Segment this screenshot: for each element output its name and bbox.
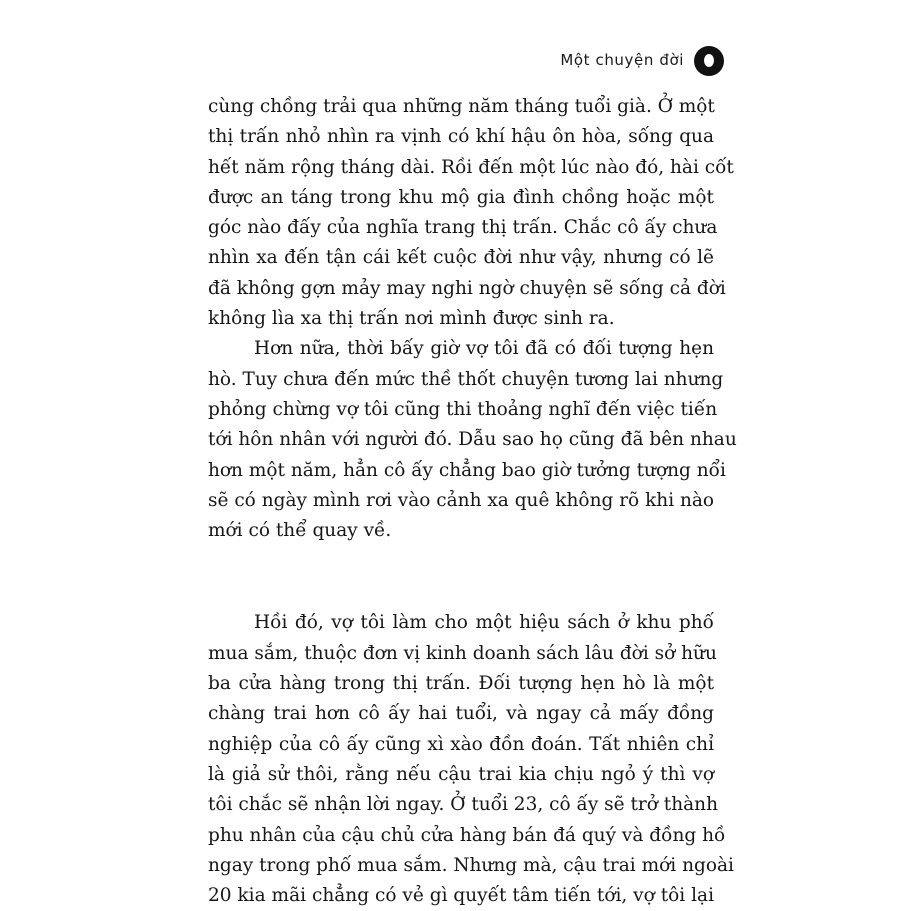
text-line: hơn một năm, hẳn cô ấy chẳng bao giờ tưởng tượng nổi [208,459,726,481]
text-line: hò. Tuy chưa đến mức thề thốt chuyện tương lai nhưng [208,368,724,390]
text-line: Hơn nữa, thời bấy giờ vợ tôi đã có đối tượng hẹn [254,338,714,360]
paragraph [208,608,734,911]
text-line: đã không gợn mảy may nghi ngờ chuyện sẽ sống cả đời [208,277,726,299]
page-marker-icon [694,46,724,76]
text-line: là giả sử thôi, rằng nếu cậu trai kia chịu ngỏ ý thì vợ [208,763,714,785]
chapter-title: Một chuyện đời [560,51,684,69]
page-body [208,92,737,911]
text-line: thị trấn nhỏ nhìn ra vịnh có khí hậu ôn hòa, sống qua [208,126,714,148]
text-line: mới có thể quay về. [208,520,392,542]
running-header [540,46,730,78]
text-line: 20 kia mãi chẳng có vẻ gì quyết tâm tiến tới, vợ tôi lại [208,885,714,907]
text-line: cùng chồng trải qua những năm tháng tuổi già. Ở một [208,96,715,117]
paragraph [208,92,734,334]
text-line: Hồi đó, vợ tôi làm cho một hiệu sách ở khu phố [254,612,714,634]
text-line: phỏng chừng vợ tôi cũng thi thoảng nghĩ đến việc tiến [208,398,718,420]
text-line: hết năm rộng tháng dài. Rồi đến một lúc nào đó, hài cốt [208,156,734,178]
text-line: sẽ có ngày mình rơi vào cảnh xa quê không rõ khi nào [208,489,715,511]
text-line: nghiệp của cô ấy cũng xì xào đồn đoán. Tất nhiên chỉ [208,733,714,755]
text-line: nhìn xa đến tận cái kết cuộc đời như vậy, nhưng có lẽ [208,247,714,269]
text-line: tới hôn nhân với người đó. Dẫu sao họ cũng đã bên nhau [208,429,737,451]
text-line: mua sắm, thuộc đơn vị kinh doanh sách lâu đời sở hữu [208,642,717,664]
section-break [208,546,714,608]
text-line: được an táng trong khu mộ gia đình chồng hoặc một [208,186,714,208]
text-line: ngay trong phố mua sắm. Nhưng mà, cậu trai mới ngoài [208,854,734,876]
text-line: góc nào đấy của nghĩa trang thị trấn. Chắc cô ấy chưa [208,217,718,239]
paragraph [208,334,737,546]
text-line: chàng trai hơn cô ấy hai tuổi, và ngay cả mấy đồng [208,703,714,725]
text-line: phu nhân của cậu chủ cửa hàng bán đá quý và đồng hồ [208,824,726,846]
text-line: ba cửa hàng trong thị trấn. Đối tượng hẹn hò là một [208,673,714,695]
text-line: tôi chắc sẽ nhận lời ngay. Ở tuổi 23, cô ấy sẽ trở thành [208,794,718,816]
text-line: không lìa xa thị trấn nơi mình được sinh ra. [208,308,615,330]
